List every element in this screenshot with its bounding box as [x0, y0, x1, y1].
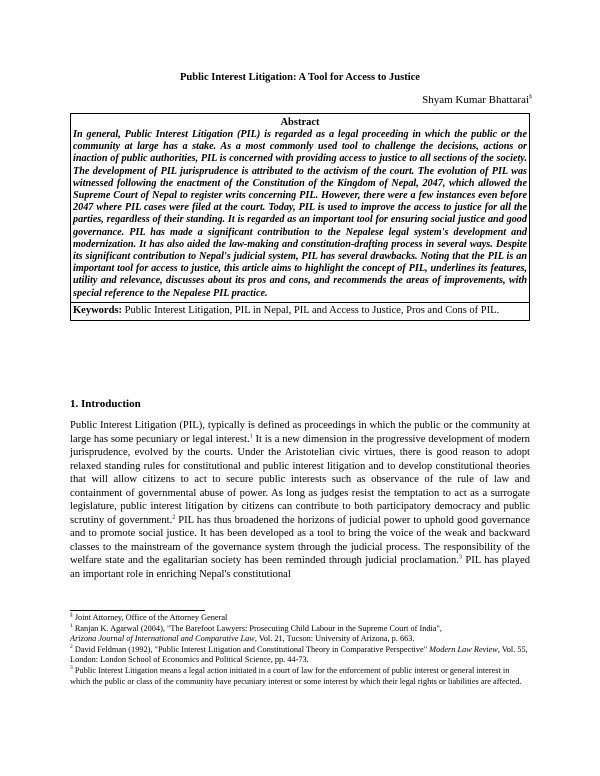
intro-text-1: Public Interest Litigation (PIL), typically is defined as proceedings in which the public or the community at large has some pecuniary or legal interest. — [70, 420, 530, 445]
keywords-text: Public Interest Litigation, PIL in Nepal, PIL and Access to Justice, Pros and Cons of PIL. — [124, 304, 500, 316]
footnotes — [70, 613, 530, 687]
abstract-text: In general, Public Interest Litigation (PIL) is regarded as a legal proceeding in which the public or the community at large has a stake. As a most commonly used tool to challenge the decisions, actions or inaction of public authorities, PIL is concerned with providing access to justice to all sections of the society. The development of PIL jurisprudence is attributed to the activism of the court. The evolution of PIL was witnessed following the enactment of the Constitution of the Kingdom of Nepal, 2047, which allowed the Supreme Court of Nepal to register writs concerning PIL. However, there were a few instances even before 2047 where PIL cases were filed at the court. Today, PIL is used to improve the access to justice for all the parties, regardless of their standing. It is regarded as an important tool for ensuring social justice and good governance. PIL has made a significant contribution to the Nepalese legal system's development and modernization. It has also aided the law-making and constitution-drafting process in several ways. Despite its significant contribution to Nepal's judicial system, PIL has several drawbacks. Noting that the PIL is an important tool for access to justice, this article aims to highlight the concept of PIL, underlines its features, utility and relevance, discusses about its pros and cons, and recommends the areas of improvements, with special reference to the Nepalese PIL practice. — [73, 129, 527, 299]
intro-text-3: PIL has thus broadened the horizons of judicial power to uphold good governance and to promote social justice. It has been developed as a tool to bring the voice of the weak and backward classes to the mainstream of the governance system through the judicial process. The responsibility of the welfare state and the egalitarian society has been reminded through judicial proclamation. — [70, 514, 530, 567]
footnote-1: $^1$ Ranjan K. Agarwal (2004), "The Barefoot Lawyers: Prosecuting Child Labour in the Supreme Court of India", Arizona Journal of International and Comparative Law, Vol. 21, Tucson: University of Arizona, p. 663. — [70, 622, 442, 644]
intro-text-2: It is a new dimension in the progressive development of modern jurisprudence, evolved by the courts. Under the Aristotelian civic virtues, there is good reason to adopt relaxed standing rules for constitutional and public interest litigation and to develop constitutional theories that will allow citizens to act to secure public interests such as observance of the rule of law and containment of governmental abuse of power. As long as judges resist the temptation to act as a surrogate legislature, public interest litigation by citizens can contribute to both participatory democracy and public scrutiny of government. — [70, 433, 530, 526]
author-name: Shyam Kumar Bhattarai — [422, 94, 529, 106]
footnote-author: § Joint Attorney, Office of the Attorney General — [70, 612, 228, 622]
footnote-ref-1[interactable]: 1 — [249, 433, 253, 440]
footnote-3: $^3$ Public Interest Litigation means a legal action initiated in a court of law for the enforcement of public interest or general interest in which the public or class of the community have pecuniary interest or some interest by which their legal rights or liabilities are affected. — [70, 665, 522, 686]
keywords-label: Keywords: — [73, 304, 122, 316]
paper-title: Public Interest Litigation: A Tool for Access to Justice — [180, 72, 420, 83]
abstract-box — [70, 113, 530, 321]
introduction-paragraph — [70, 419, 530, 582]
footnote-divider — [70, 610, 205, 611]
keywords — [71, 302, 529, 321]
footnote-ref-2[interactable]: 2 — [172, 514, 176, 521]
footnote-ref-3[interactable]: 3 — [458, 554, 462, 561]
author-footnote-mark: § — [529, 94, 532, 101]
footnote-2: $^2$ David Feldman (1992), "Public Interest Litigation and Constitutional Theory in Comparative Perspective" Modern Law Review, Vol. 55, London: London School of Economics and Political Science, pp. 44-73. — [70, 644, 528, 665]
section-heading: 1. Introduction — [70, 398, 141, 410]
intro-text-4: PIL has played an important role in enriching Nepal's constitutional — [70, 555, 530, 581]
abstract-heading: Abstract — [280, 117, 320, 128]
author-line — [422, 94, 532, 106]
